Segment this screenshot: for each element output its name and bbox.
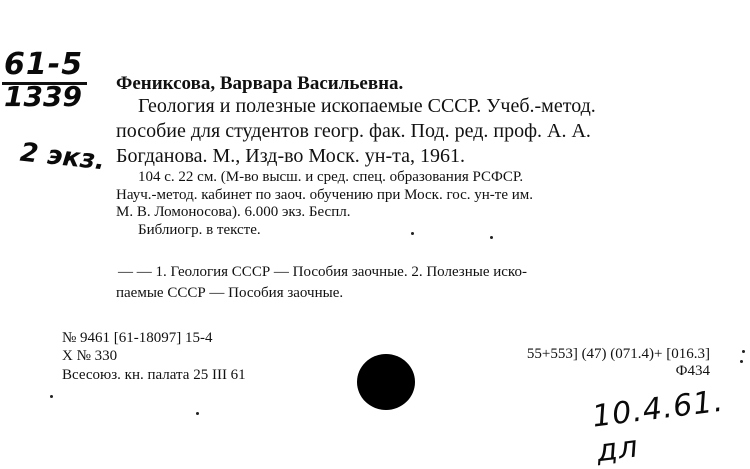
ink-speck [50,395,53,398]
registration-code: Х № 330 [62,348,118,364]
shelf-mark-top: 61-5 [2,48,87,85]
shelf-mark-bottom: 1339 [4,80,82,113]
author-mark: Ф434 [675,363,710,379]
ink-speck [740,360,743,363]
ink-speck [742,350,745,353]
handwritten-date-note: 10.4.61. дл [590,383,726,469]
ink-speck [490,236,493,239]
classification-index: 55+553] (47) (071.4)+ [016.3] [526,346,710,362]
collation-line: М. В. Ломоносова). 6.000 экз. Беспл. [116,204,351,220]
collation-line: 104 с. 22 см. (М-во высш. и сред. спец. образования РСФСР. [138,169,524,185]
subject-headings-line: паемые СССР — Пособия заочные. [116,285,344,301]
bibliography-note: Библиогр. в тексте. [138,222,261,238]
card-punch-hole [357,354,415,410]
collation-line: Науч.-метод. кабинет по заоч. обучению при Моск. гос. ун-те им. [116,187,534,203]
title-line: Геология и полезные ископаемые СССР. Учеб.-метод. [138,95,596,117]
ink-speck [411,232,414,235]
ink-speck [196,412,199,415]
registration-number: № 9461 [61-18097] 15-4 [62,330,213,346]
title-line: Богданова. М., Изд-во Моск. ун-та, 1961. [116,145,466,167]
chamber-imprint: Всесоюз. кн. палата 25 III 61 [62,367,246,383]
subject-headings-line: — — 1. Геология СССР — Пособия заочные. 2. Полезные иско- [118,264,527,280]
copies-count: 2 экз. [18,137,107,177]
title-line: пособие для студентов геогр. фак. Под. ред. проф. А. А. [116,120,591,142]
author-heading: Фениксова, Варвара Васильевна. [116,73,404,94]
